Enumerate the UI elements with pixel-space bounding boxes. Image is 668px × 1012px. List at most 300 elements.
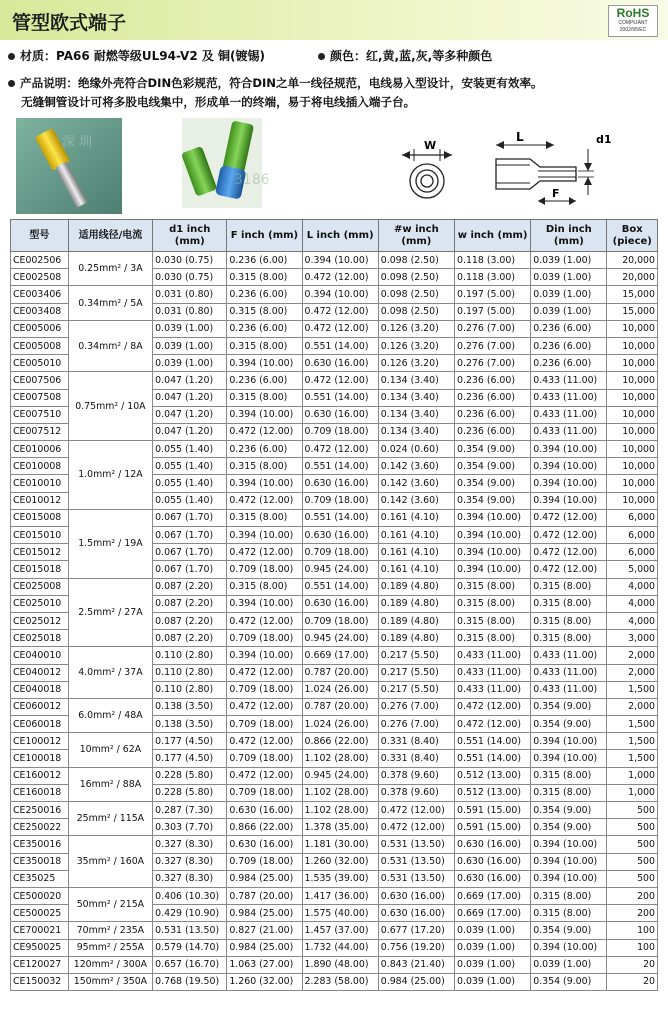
cell-f: 0.472 (12.00) (227, 423, 302, 440)
cell-f: 0.394 (10.00) (227, 355, 302, 372)
cell-model: CE160012 (11, 767, 69, 784)
cell-l: 0.472 (12.00) (302, 269, 378, 286)
cell-w: 0.236 (6.00) (455, 389, 531, 406)
header-d1: d1 inch (mm) (153, 220, 227, 252)
cell-w-no: 0.134 (3.40) (378, 372, 454, 389)
cell-d1: 0.087 (2.20) (153, 612, 227, 629)
cell-f: 0.472 (12.00) (227, 612, 302, 629)
cell-din: 0.236 (6.00) (531, 355, 607, 372)
cell-d1: 0.406 (10.30) (153, 887, 227, 904)
table-row (11, 441, 658, 458)
cell-l: 0.551 (14.00) (302, 458, 378, 475)
description-text-2: 无缝铜管设计可将多股电线集中，形成单一的终端，易于将电线插入端子台。 (21, 95, 416, 109)
table-row (11, 578, 658, 595)
cell-din: 0.394 (10.00) (531, 870, 607, 887)
cell-din: 0.394 (10.00) (531, 750, 607, 767)
cell-w-no: 0.531 (13.50) (378, 853, 454, 870)
cell-box: 15,000 (607, 303, 658, 320)
cell-d1: 0.429 (10.90) (153, 905, 227, 922)
bullet-icon (8, 53, 15, 60)
cell-din: 0.236 (6.00) (531, 337, 607, 354)
cell-box: 6,000 (607, 544, 658, 561)
cell-box: 5,000 (607, 561, 658, 578)
cell-w: 0.394 (10.00) (455, 544, 531, 561)
cell-d1: 0.087 (2.20) (153, 578, 227, 595)
cell-d1: 0.110 (2.80) (153, 681, 227, 698)
cell-d1: 0.327 (8.30) (153, 870, 227, 887)
cell-w: 0.354 (9.00) (455, 492, 531, 509)
cell-w-no: 0.217 (5.50) (378, 647, 454, 664)
cell-w: 0.354 (9.00) (455, 441, 531, 458)
table-row (11, 836, 658, 853)
cell-l: 0.472 (12.00) (302, 372, 378, 389)
cell-box: 10,000 (607, 406, 658, 423)
cell-d1: 0.067 (1.70) (153, 561, 227, 578)
cell-box: 3,000 (607, 630, 658, 647)
table-row (11, 887, 658, 904)
color-line (318, 47, 492, 64)
cell-f: 0.709 (18.00) (227, 716, 302, 733)
cell-w: 0.630 (16.00) (455, 870, 531, 887)
cell-l: 0.551 (14.00) (302, 337, 378, 354)
cell-model: CE060012 (11, 698, 69, 715)
label-d1: d1 (596, 133, 612, 146)
page-title: 管型欧式端子 (12, 12, 127, 34)
table-row (11, 698, 658, 715)
header-bar (0, 0, 668, 40)
table-header-row (11, 220, 658, 252)
material-text: 材质：PA66 耐燃等级UL94-V2 及 铜(镀锡) (20, 49, 266, 63)
cell-l: 1.378 (35.00) (302, 819, 378, 836)
spec-table (10, 219, 658, 991)
cell-l: 1.732 (44.00) (302, 939, 378, 956)
cell-w: 0.630 (16.00) (455, 853, 531, 870)
cell-d1: 0.087 (2.20) (153, 630, 227, 647)
cell-model: CE002506 (11, 252, 69, 269)
cell-wire: 150mm² / 350A (68, 973, 152, 990)
cell-box: 500 (607, 836, 658, 853)
cell-din: 0.315 (8.00) (531, 595, 607, 612)
cell-w-no: 0.098 (2.50) (378, 252, 454, 269)
cell-w: 0.433 (11.00) (455, 664, 531, 681)
description-line-2 (21, 94, 415, 110)
cell-din: 0.394 (10.00) (531, 733, 607, 750)
table-row (11, 286, 658, 303)
cell-f: 0.236 (6.00) (227, 372, 302, 389)
cell-f: 0.709 (18.00) (227, 784, 302, 801)
cell-l: 0.709 (18.00) (302, 612, 378, 629)
cell-box: 10,000 (607, 492, 658, 509)
cell-f: 0.236 (6.00) (227, 252, 302, 269)
cell-wire: 1.0mm² / 12A (68, 441, 152, 510)
cell-w: 0.276 (7.00) (455, 320, 531, 337)
cell-din: 0.433 (11.00) (531, 372, 607, 389)
cell-w: 0.512 (13.00) (455, 767, 531, 784)
cell-w: 0.315 (8.00) (455, 595, 531, 612)
cell-wire: 50mm² / 215A (68, 887, 152, 921)
cell-w-no: 0.189 (4.80) (378, 630, 454, 647)
cell-model: CE500020 (11, 887, 69, 904)
header-l: L inch (mm) (302, 220, 378, 252)
yellow-ferrule-illustration (16, 118, 122, 214)
cell-l: 1.535 (39.00) (302, 870, 378, 887)
cell-w: 0.394 (10.00) (455, 509, 531, 526)
cell-box: 1,500 (607, 733, 658, 750)
cell-w: 0.433 (11.00) (455, 681, 531, 698)
cell-d1: 0.047 (1.20) (153, 423, 227, 440)
cell-w: 0.197 (5.00) (455, 303, 531, 320)
cell-f: 0.472 (12.00) (227, 492, 302, 509)
header-box: Box (piece) (607, 220, 658, 252)
cell-w: 0.118 (3.00) (455, 269, 531, 286)
cell-wire: 6.0mm² / 48A (68, 698, 152, 732)
cell-w-no: 0.098 (2.50) (378, 286, 454, 303)
cell-box: 500 (607, 870, 658, 887)
cell-f: 0.984 (25.00) (227, 905, 302, 922)
cell-f: 0.472 (12.00) (227, 733, 302, 750)
cell-model: CE160018 (11, 784, 69, 801)
cell-w-no: 0.024 (0.60) (378, 441, 454, 458)
photo1-watermark: 深 圳 (62, 135, 93, 150)
cell-w-no: 0.378 (9.60) (378, 767, 454, 784)
cell-w: 0.669 (17.00) (455, 905, 531, 922)
cell-box: 10,000 (607, 372, 658, 389)
cell-box: 200 (607, 905, 658, 922)
cell-din: 0.039 (1.00) (531, 956, 607, 973)
cell-l: 0.472 (12.00) (302, 320, 378, 337)
cell-d1: 0.039 (1.00) (153, 320, 227, 337)
cell-model: CE015008 (11, 509, 69, 526)
cell-w: 0.472 (12.00) (455, 716, 531, 733)
cell-l: 0.630 (16.00) (302, 406, 378, 423)
table-row (11, 802, 658, 819)
cell-w: 0.118 (3.00) (455, 252, 531, 269)
cell-model: CE350018 (11, 853, 69, 870)
cell-model: CE005006 (11, 320, 69, 337)
cell-din: 0.433 (11.00) (531, 664, 607, 681)
cell-l: 0.630 (16.00) (302, 595, 378, 612)
cell-model: CE100012 (11, 733, 69, 750)
cell-w: 0.236 (6.00) (455, 406, 531, 423)
cell-w: 0.315 (8.00) (455, 612, 531, 629)
header-model: 型号 (11, 220, 69, 252)
cell-wire: 4.0mm² / 37A (68, 647, 152, 699)
cell-din: 0.315 (8.00) (531, 612, 607, 629)
cell-w-no: 0.677 (17.20) (378, 922, 454, 939)
cell-w-no: 0.161 (4.10) (378, 527, 454, 544)
cell-l: 0.630 (16.00) (302, 355, 378, 372)
table-row (11, 767, 658, 784)
cell-model: CE003406 (11, 286, 69, 303)
cell-w-no: 0.630 (16.00) (378, 887, 454, 904)
cell-din: 0.394 (10.00) (531, 939, 607, 956)
cell-model: CE010008 (11, 458, 69, 475)
table-row (11, 956, 658, 973)
cell-din: 0.354 (9.00) (531, 973, 607, 990)
cell-l: 0.787 (20.00) (302, 664, 378, 681)
cell-f: 0.236 (6.00) (227, 320, 302, 337)
cell-box: 1,000 (607, 784, 658, 801)
cell-box: 10,000 (607, 441, 658, 458)
cell-wire: 95mm² / 255A (68, 939, 152, 956)
cell-w: 0.276 (7.00) (455, 337, 531, 354)
cell-l: 1.890 (48.00) (302, 956, 378, 973)
cell-f: 0.709 (18.00) (227, 750, 302, 767)
bullet-icon (318, 53, 325, 60)
cell-box: 1,500 (607, 750, 658, 767)
cell-din: 0.354 (9.00) (531, 922, 607, 939)
cell-d1: 0.055 (1.40) (153, 441, 227, 458)
cell-w-no: 0.217 (5.50) (378, 664, 454, 681)
cell-wire: 120mm² / 300A (68, 956, 152, 973)
cell-w: 0.512 (13.00) (455, 784, 531, 801)
cell-din: 0.433 (11.00) (531, 681, 607, 698)
table-row (11, 252, 658, 269)
cell-model: CE003408 (11, 303, 69, 320)
cell-w: 0.630 (16.00) (455, 836, 531, 853)
cell-l: 0.551 (14.00) (302, 389, 378, 406)
cell-d1: 0.138 (3.50) (153, 716, 227, 733)
cell-f: 1.063 (27.00) (227, 956, 302, 973)
cell-din: 0.433 (11.00) (531, 389, 607, 406)
cell-d1: 0.657 (16.70) (153, 956, 227, 973)
cell-din: 0.354 (9.00) (531, 716, 607, 733)
cell-din: 0.354 (9.00) (531, 698, 607, 715)
cell-d1: 0.039 (1.00) (153, 337, 227, 354)
table-row (11, 320, 658, 337)
cell-l: 0.945 (24.00) (302, 630, 378, 647)
label-w: W (424, 139, 437, 152)
cell-wire: 0.34mm² / 5A (68, 286, 152, 320)
cell-model: CE040012 (11, 664, 69, 681)
cell-w: 0.551 (14.00) (455, 750, 531, 767)
cell-box: 20,000 (607, 252, 658, 269)
cell-d1: 0.039 (1.00) (153, 355, 227, 372)
cell-f: 0.394 (10.00) (227, 647, 302, 664)
cell-model: CE500025 (11, 905, 69, 922)
cell-w-no: 0.531 (13.50) (378, 836, 454, 853)
cell-w: 0.236 (6.00) (455, 423, 531, 440)
cell-din: 0.039 (1.00) (531, 303, 607, 320)
cell-box: 500 (607, 802, 658, 819)
cell-l: 0.394 (10.00) (302, 252, 378, 269)
cell-d1: 0.177 (4.50) (153, 733, 227, 750)
cell-f: 0.472 (12.00) (227, 544, 302, 561)
cell-din: 0.354 (9.00) (531, 819, 607, 836)
cell-din: 0.315 (8.00) (531, 767, 607, 784)
cell-w: 0.276 (7.00) (455, 355, 531, 372)
cell-l: 2.283 (58.00) (302, 973, 378, 990)
cell-din: 0.472 (12.00) (531, 527, 607, 544)
cell-model: CE025008 (11, 578, 69, 595)
cell-box: 2,000 (607, 647, 658, 664)
cell-w-no: 0.189 (4.80) (378, 612, 454, 629)
table-row (11, 372, 658, 389)
cell-w-no: 0.098 (2.50) (378, 269, 454, 286)
cell-f: 0.394 (10.00) (227, 475, 302, 492)
cell-din: 0.315 (8.00) (531, 784, 607, 801)
cell-d1: 0.031 (0.80) (153, 303, 227, 320)
cell-l: 0.551 (14.00) (302, 509, 378, 526)
cell-box: 4,000 (607, 578, 658, 595)
cell-w-no: 0.134 (3.40) (378, 389, 454, 406)
cell-w-no: 0.134 (3.40) (378, 423, 454, 440)
cell-f: 0.984 (25.00) (227, 939, 302, 956)
description-text-1: 产品说明：绝缘外壳符合DIN色彩规范，符合DIN之单一线径规范，电线易入型设计，安装更有效率。 (20, 76, 543, 90)
dimension-drawing (380, 125, 650, 215)
cell-box: 4,000 (607, 595, 658, 612)
cell-w-no: 0.126 (3.20) (378, 320, 454, 337)
cell-model: CE010010 (11, 475, 69, 492)
cell-wire: 0.75mm² / 10A (68, 372, 152, 441)
cell-w-no: 0.142 (3.60) (378, 475, 454, 492)
cell-d1: 0.327 (8.30) (153, 836, 227, 853)
cell-d1: 0.138 (3.50) (153, 698, 227, 715)
cell-l: 1.102 (28.00) (302, 784, 378, 801)
cell-f: 0.315 (8.00) (227, 458, 302, 475)
cell-model: CE005008 (11, 337, 69, 354)
cell-model: CE007512 (11, 423, 69, 440)
cell-f: 0.472 (12.00) (227, 698, 302, 715)
cell-f: 0.630 (16.00) (227, 836, 302, 853)
cell-box: 1,500 (607, 681, 658, 698)
cell-box: 15,000 (607, 286, 658, 303)
cell-din: 0.039 (1.00) (531, 252, 607, 269)
cell-w-no: 0.134 (3.40) (378, 406, 454, 423)
cell-w: 0.591 (15.00) (455, 802, 531, 819)
cell-w-no: 0.984 (25.00) (378, 973, 454, 990)
cell-d1: 0.287 (7.30) (153, 802, 227, 819)
cell-wire: 2.5mm² / 27A (68, 578, 152, 647)
cell-l: 0.669 (17.00) (302, 647, 378, 664)
cell-f: 0.472 (12.00) (227, 664, 302, 681)
cell-d1: 0.055 (1.40) (153, 492, 227, 509)
cell-w-no: 0.756 (19.20) (378, 939, 454, 956)
cell-model: CE007506 (11, 372, 69, 389)
cell-model: CE015018 (11, 561, 69, 578)
cell-f: 0.787 (20.00) (227, 887, 302, 904)
cell-w-no: 0.098 (2.50) (378, 303, 454, 320)
cell-f: 0.315 (8.00) (227, 509, 302, 526)
cell-l: 0.472 (12.00) (302, 441, 378, 458)
cell-d1: 0.110 (2.80) (153, 647, 227, 664)
cell-d1: 0.579 (14.70) (153, 939, 227, 956)
cell-w-no: 0.531 (13.50) (378, 870, 454, 887)
description-line-1 (8, 75, 543, 91)
cell-w-no: 0.276 (7.00) (378, 716, 454, 733)
cell-box: 20,000 (607, 269, 658, 286)
cell-box: 6,000 (607, 509, 658, 526)
cell-model: CE150032 (11, 973, 69, 990)
bullet-icon (8, 80, 15, 87)
cell-model: CE040010 (11, 647, 69, 664)
cell-box: 10,000 (607, 389, 658, 406)
cell-f: 0.709 (18.00) (227, 853, 302, 870)
cell-model: CE015010 (11, 527, 69, 544)
cell-box: 20 (607, 973, 658, 990)
cell-d1: 0.030 (0.75) (153, 252, 227, 269)
cell-d1: 0.177 (4.50) (153, 750, 227, 767)
cell-w-no: 0.331 (8.40) (378, 733, 454, 750)
cell-model: CE120027 (11, 956, 69, 973)
cell-w-no: 0.126 (3.20) (378, 355, 454, 372)
cell-w-no: 0.378 (9.60) (378, 784, 454, 801)
table-row (11, 922, 658, 939)
header-f: F inch (mm) (227, 220, 302, 252)
cell-d1: 0.228 (5.80) (153, 784, 227, 801)
cell-w-no: 0.331 (8.40) (378, 750, 454, 767)
cell-model: CE35025 (11, 870, 69, 887)
cell-w-no: 0.161 (4.10) (378, 509, 454, 526)
cell-d1: 0.087 (2.20) (153, 595, 227, 612)
cell-l: 1.260 (32.00) (302, 853, 378, 870)
cell-f: 0.315 (8.00) (227, 337, 302, 354)
cell-w: 0.315 (8.00) (455, 578, 531, 595)
cell-box: 10,000 (607, 423, 658, 440)
cell-wire: 16mm² / 88A (68, 767, 152, 801)
cell-f: 0.394 (10.00) (227, 527, 302, 544)
cell-din: 0.039 (1.00) (531, 286, 607, 303)
cell-din: 0.394 (10.00) (531, 853, 607, 870)
cell-d1: 0.055 (1.40) (153, 475, 227, 492)
photo2-watermark: 3186 (234, 172, 268, 188)
cell-w-no: 0.161 (4.10) (378, 544, 454, 561)
cell-model: CE950025 (11, 939, 69, 956)
cell-d1: 0.303 (7.70) (153, 819, 227, 836)
cell-din: 0.394 (10.00) (531, 475, 607, 492)
cell-l: 0.472 (12.00) (302, 303, 378, 320)
cell-w: 0.472 (12.00) (455, 698, 531, 715)
table-row (11, 509, 658, 526)
cell-model: CE060018 (11, 716, 69, 733)
cell-box: 10,000 (607, 458, 658, 475)
color-text: 颜色：红,黄,蓝,灰,等多种颜色 (330, 49, 493, 63)
cell-f: 1.260 (32.00) (227, 973, 302, 990)
cell-w-no: 0.843 (21.40) (378, 956, 454, 973)
cell-box: 100 (607, 922, 658, 939)
cell-box: 200 (607, 887, 658, 904)
cell-din: 0.236 (6.00) (531, 320, 607, 337)
cell-l: 1.457 (37.00) (302, 922, 378, 939)
cell-l: 0.394 (10.00) (302, 286, 378, 303)
cell-box: 500 (607, 853, 658, 870)
cell-l: 0.630 (16.00) (302, 475, 378, 492)
cell-w: 0.197 (5.00) (455, 286, 531, 303)
cell-box: 1,500 (607, 716, 658, 733)
cell-din: 0.433 (11.00) (531, 406, 607, 423)
cell-d1: 0.067 (1.70) (153, 544, 227, 561)
product-photo-yellow (16, 118, 122, 214)
cell-f: 0.866 (22.00) (227, 819, 302, 836)
cell-l: 0.866 (22.00) (302, 733, 378, 750)
cell-d1: 0.067 (1.70) (153, 527, 227, 544)
cell-model: CE015012 (11, 544, 69, 561)
cell-f: 0.709 (18.00) (227, 561, 302, 578)
cell-w: 0.236 (6.00) (455, 372, 531, 389)
cell-f: 0.315 (8.00) (227, 389, 302, 406)
cell-model: CE025018 (11, 630, 69, 647)
cell-w: 0.039 (1.00) (455, 939, 531, 956)
cell-w: 0.039 (1.00) (455, 973, 531, 990)
cell-model: CE250016 (11, 802, 69, 819)
cell-w: 0.591 (15.00) (455, 819, 531, 836)
cell-box: 6,000 (607, 527, 658, 544)
table-row (11, 733, 658, 750)
cell-din: 0.472 (12.00) (531, 509, 607, 526)
cell-din: 0.394 (10.00) (531, 441, 607, 458)
cell-d1: 0.768 (19.50) (153, 973, 227, 990)
cell-wire: 35mm² / 160A (68, 836, 152, 888)
